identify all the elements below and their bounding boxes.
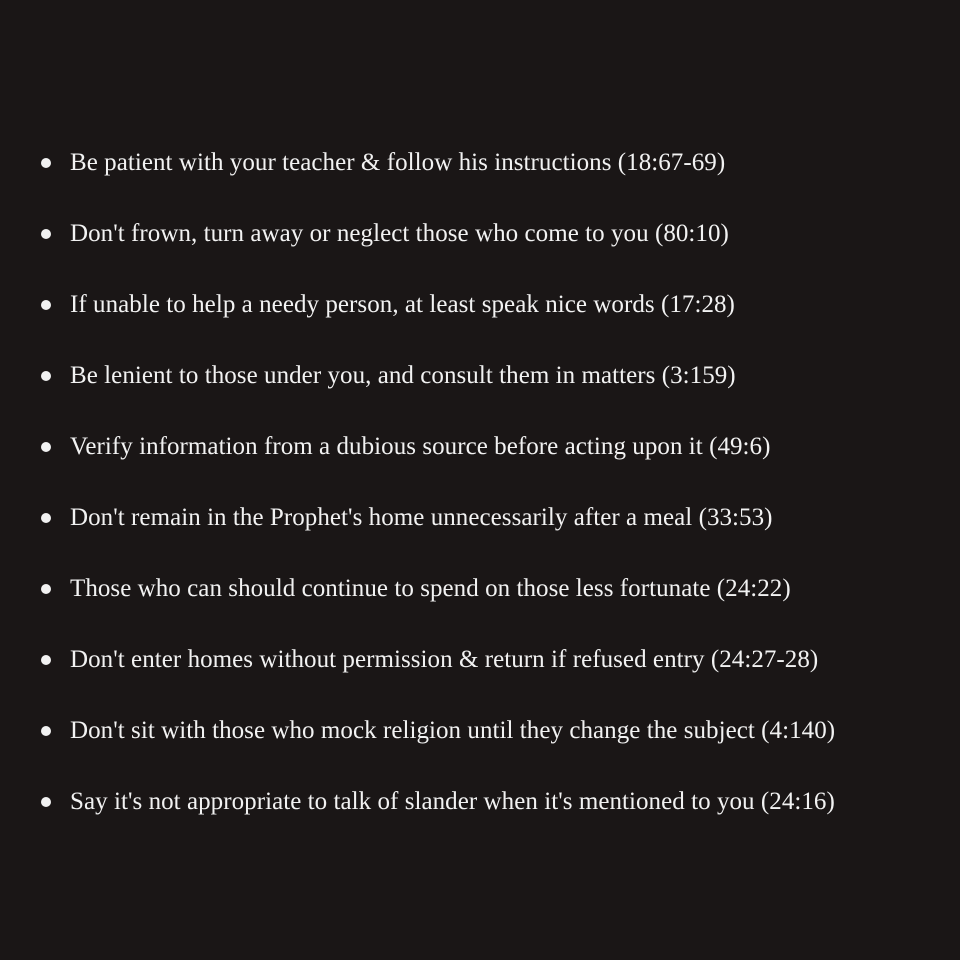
list-item (0, 341, 960, 412)
list-item (0, 412, 960, 483)
list-item-text: Those who can should continue to spend on those less fortunate (24:22) (70, 575, 791, 602)
list-item-text: Don't remain in the Prophet's home unnecessarily after a meal (33:53) (70, 504, 773, 531)
bullet-icon (41, 655, 51, 665)
bullet-icon (41, 797, 51, 807)
bullet-icon (41, 300, 51, 310)
list-item (0, 554, 960, 625)
bullet-icon (41, 726, 51, 736)
bullet-icon (41, 513, 51, 523)
bullet-icon (41, 158, 51, 168)
bullet-icon (41, 371, 51, 381)
list-item (0, 270, 960, 341)
list-item-text: If unable to help a needy person, at least speak nice words (17:28) (70, 291, 735, 318)
list-item-text: Don't enter homes without permission & return if refused entry (24:27-28) (70, 646, 819, 673)
list-item-text: Verify information from a dubious source before acting upon it (49:6) (70, 433, 771, 460)
list-item-text: Say it's not appropriate to talk of slander when it's mentioned to you (24:16) (70, 788, 835, 815)
bullet-icon (41, 229, 51, 239)
list-item-text: Don't sit with those who mock religion until they change the subject (4:140) (70, 717, 836, 744)
list-item (0, 483, 960, 554)
list-item (0, 696, 960, 767)
list-item (0, 767, 960, 838)
list-item (0, 128, 960, 199)
bullet-icon (41, 442, 51, 452)
bullet-icon (41, 584, 51, 594)
etiquette-list (0, 128, 960, 838)
list-item (0, 199, 960, 270)
list-item-text: Don't frown, turn away or neglect those who come to you (80:10) (70, 220, 729, 247)
list-item-text: Be patient with your teacher & follow his instructions (18:67-69) (70, 149, 726, 176)
list-item-text: Be lenient to those under you, and consult them in matters (3:159) (70, 362, 736, 389)
list-item (0, 625, 960, 696)
